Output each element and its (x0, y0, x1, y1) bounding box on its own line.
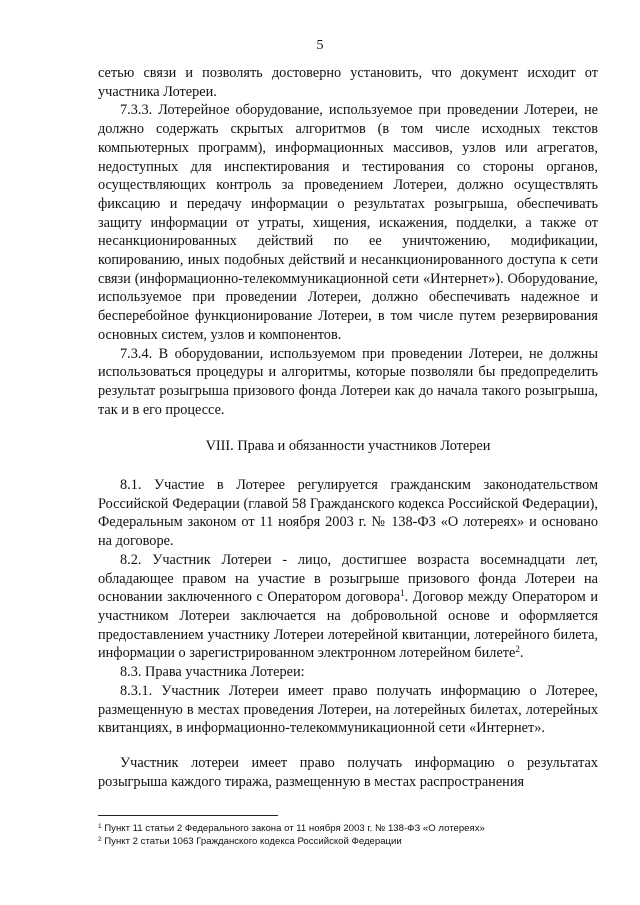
footnote-2 (98, 835, 598, 848)
footnote-1 (98, 822, 598, 835)
paragraph-8-3: 8.3. Права участника Лотереи: (120, 664, 305, 681)
paragraph-7-3-3: 7.3.3. Лотерейное оборудование, используемое при проведении Лотереи, не должно содержать скрытых алгоритмов (в том числе исходных текстов компьютерных программ), информационных массивов, узлов или агрегатов, недоступных для инспектирования и тестирования со стороны органов, осуществляющих контроль за проведением Лотереи, должно осуществлять фиксацию и передачу информации о результатах розыгрыша, обеспечивать защиту информации от утраты, хищения, искажения, подделки, а также от несанкционированных действий по ее уничтожению, модификации, копированию, иных подобных действий и несанкционированного доступа к сети связи (информационно-телекоммуникационной сети «Интернет»). Оборудование, используемое при проведении Лотереи, должно обеспечивать надежное и бесперебойное функционирование Лотереи, в том числе путем резервирования основных систем, узлов и компонентов. (98, 102, 598, 343)
paragraph-continued: сетью связи и позволять достоверно установить, что документ исходит от участника Лотереи. (98, 65, 598, 100)
paragraph-8-3-1: 8.3.1. Участник Лотереи имеет право получать информацию о Лотерее, размещенную в местах проведения Лотереи, на лотерейных билетах, лотерейных квитанциях, в информационно-телекоммуникационной сети «Интернет». (98, 682, 598, 737)
paragraph-7-3-4: 7.3.4. В оборудовании, используемом при проведении Лотереи, не должны использоваться процедуры и алгоритмы, которые позволяли бы предопределить результат розыгрыша призового фонда Лотереи как до начала такого розыгрыша, так и в его процессе. (98, 345, 598, 418)
paragraph-gap (98, 738, 598, 754)
footnotes (98, 822, 598, 848)
section-heading: VIII. Права и обязанности участников Лотереи (205, 438, 491, 455)
footnote-ref-1[interactable]: 1 (400, 588, 405, 599)
footnote-ref-2[interactable]: 2 (515, 644, 520, 655)
page-number: 5 (316, 38, 324, 53)
footnote-mark-1: 1 (98, 823, 102, 830)
body-text (98, 64, 598, 791)
paragraph-8-2-part-a: 8.2. Участник Лотереи - лицо, достигшее возраста восемнадцати лет, обладающее правом на участие в розыгрыше призового фонда Лотереи на основании заключенного с Оператором договора (98, 551, 598, 606)
paragraph-results-info: Участник лотереи имеет право получать информацию о результатах розыгрыша каждого тиража, размещенную в местах распространения (98, 754, 598, 790)
paragraph-8-2-part-c: . (519, 645, 524, 662)
footnote-text-1: Пункт 11 статьи 2 Федерального закона от 11 ноября 2003 г. № 138-ФЗ «О лотереях» (101, 823, 485, 834)
paragraph-8-1: 8.1. Участие в Лотерее регулируется гражданским законодательством Российской Федерации (главой 58 Гражданского кодекса Российской Федерации), Федеральным законом от 11 ноября 2003 г. № 138-ФЗ «О лотереях» и основано на договоре. (98, 477, 598, 550)
footnote-mark-2: 2 (98, 836, 102, 843)
paragraph-8-2 (98, 551, 598, 663)
paragraph-8-2-part-b: . Договор между Оператором и участником Лотереи заключается на добровольной основе и оформляется предоставлением участнику Лотереи лотерейной квитанции, лотерейного билета, информации о зарегистрированном электронном лотерейном билете (98, 589, 598, 662)
footnote-divider (98, 815, 278, 816)
footnote-text-2: Пункт 2 статьи 1063 Гражданского кодекса Российской Федерации (101, 836, 402, 847)
